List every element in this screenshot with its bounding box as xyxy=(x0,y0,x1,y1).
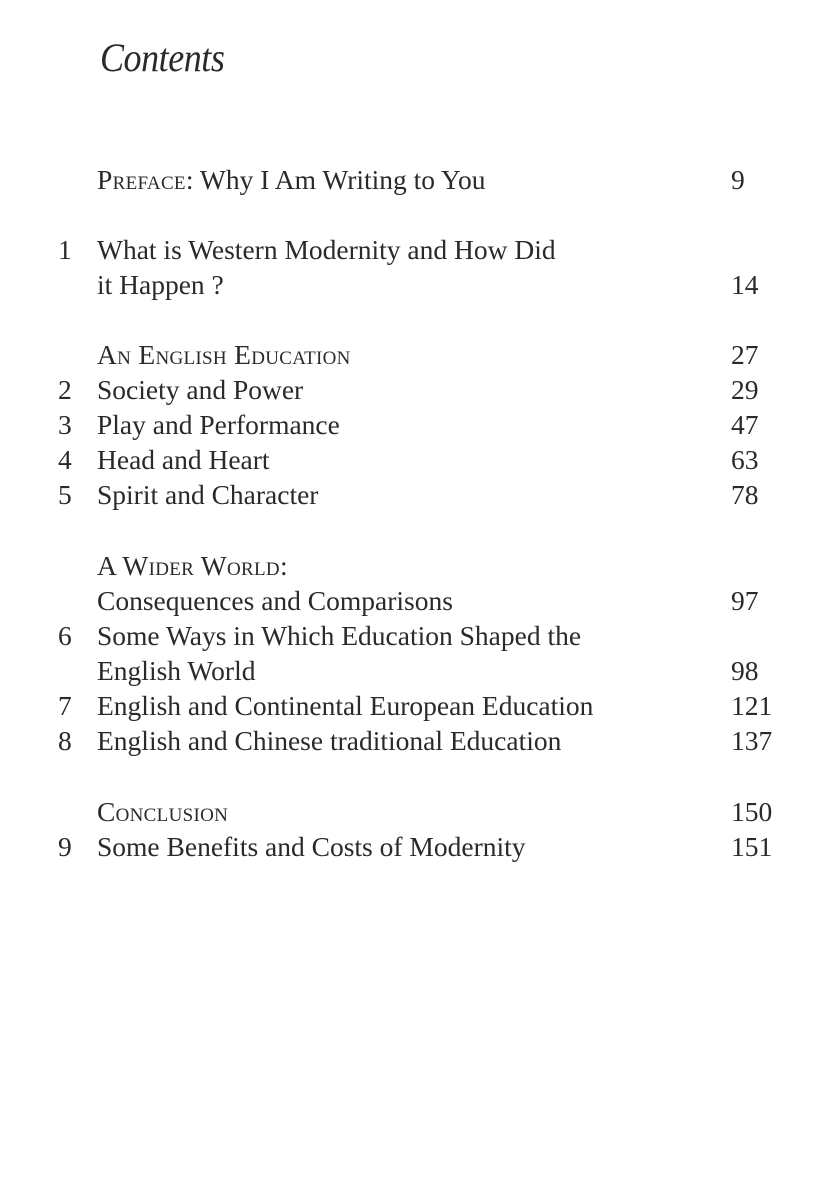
toc-entry-chapter-7[interactable] xyxy=(0,688,818,723)
chapter-6-number: 6 xyxy=(58,620,72,651)
page-title: Contents xyxy=(100,35,225,80)
chapter-1-title-line-1: What is Western Modernity and How Did xyxy=(97,234,556,265)
toc-entry-chapter-4[interactable] xyxy=(0,442,818,477)
part-wider-world-label: A Wider World xyxy=(97,550,280,581)
chapter-4-title: Head and Heart xyxy=(97,444,270,475)
part-wider-world-subtitle: Consequences and Comparisons xyxy=(97,585,453,616)
chapter-3-number: 3 xyxy=(58,409,72,440)
chapter-5-title: Spirit and Character xyxy=(97,479,319,510)
toc-entry-preface[interactable] xyxy=(0,162,818,197)
chapter-6-page-number: 98 xyxy=(731,655,759,686)
chapter-7-title: English and Continental European Education xyxy=(97,690,594,721)
toc-entry-chapter-3[interactable] xyxy=(0,407,818,442)
part-english-education-page-number: 27 xyxy=(731,339,759,370)
preface-page-number: 9 xyxy=(731,164,745,195)
toc-entry-chapter-1[interactable] xyxy=(0,232,818,267)
toc-entry-chapter-6[interactable] xyxy=(0,618,818,653)
chapter-1-title-line-2: it Happen ? xyxy=(97,269,224,300)
part-wider-world-colon: : xyxy=(279,550,288,581)
chapter-9-title: Some Benefits and Costs of Modernity xyxy=(97,831,526,862)
toc-part-wider-world[interactable] xyxy=(0,548,818,583)
chapter-7-page-number: 121 xyxy=(731,690,773,721)
chapter-9-number: 9 xyxy=(58,831,72,862)
chapter-2-title: Society and Power xyxy=(97,374,304,405)
chapter-9-page-number: 151 xyxy=(731,831,773,862)
chapter-2-page-number: 29 xyxy=(731,374,759,405)
chapter-3-title: Play and Performance xyxy=(97,409,340,440)
chapter-1-number: 1 xyxy=(58,234,72,265)
toc-part-english-education[interactable] xyxy=(0,337,818,372)
part-conclusion-label: Conclusion xyxy=(97,796,229,827)
toc-entry-chapter-5[interactable] xyxy=(0,477,818,512)
chapter-7-number: 7 xyxy=(58,690,72,721)
part-wider-world-page-number: 97 xyxy=(731,585,759,616)
chapter-6-title-line-2: English World xyxy=(97,655,256,686)
chapter-5-page-number: 78 xyxy=(731,479,759,510)
toc-part-wider-world-subtitle[interactable] xyxy=(0,583,818,618)
chapter-4-page-number: 63 xyxy=(731,444,759,475)
toc-entry-chapter-2[interactable] xyxy=(0,372,818,407)
chapter-8-number: 8 xyxy=(58,725,72,756)
part-conclusion-page-number: 150 xyxy=(731,796,773,827)
chapter-1-page-number: 14 xyxy=(731,269,759,300)
toc-part-conclusion[interactable] xyxy=(0,794,818,829)
part-english-education-label: An English Education xyxy=(97,339,351,370)
toc-entry-chapter-1-continued[interactable] xyxy=(0,267,818,302)
chapter-4-number: 4 xyxy=(58,444,72,475)
preface-title: : Why I Am Writing to You xyxy=(185,164,486,195)
preface-label: Preface xyxy=(97,164,186,195)
toc-entry-chapter-6-continued[interactable] xyxy=(0,653,818,688)
chapter-5-number: 5 xyxy=(58,479,72,510)
chapter-8-page-number: 137 xyxy=(731,725,773,756)
chapter-3-page-number: 47 xyxy=(731,409,759,440)
chapter-8-title: English and Chinese traditional Education xyxy=(97,725,562,756)
toc-entry-chapter-8[interactable] xyxy=(0,723,818,758)
toc-entry-chapter-9[interactable] xyxy=(0,829,818,864)
chapter-2-number: 2 xyxy=(58,374,72,405)
chapter-6-title-line-1: Some Ways in Which Education Shaped the xyxy=(97,620,582,651)
